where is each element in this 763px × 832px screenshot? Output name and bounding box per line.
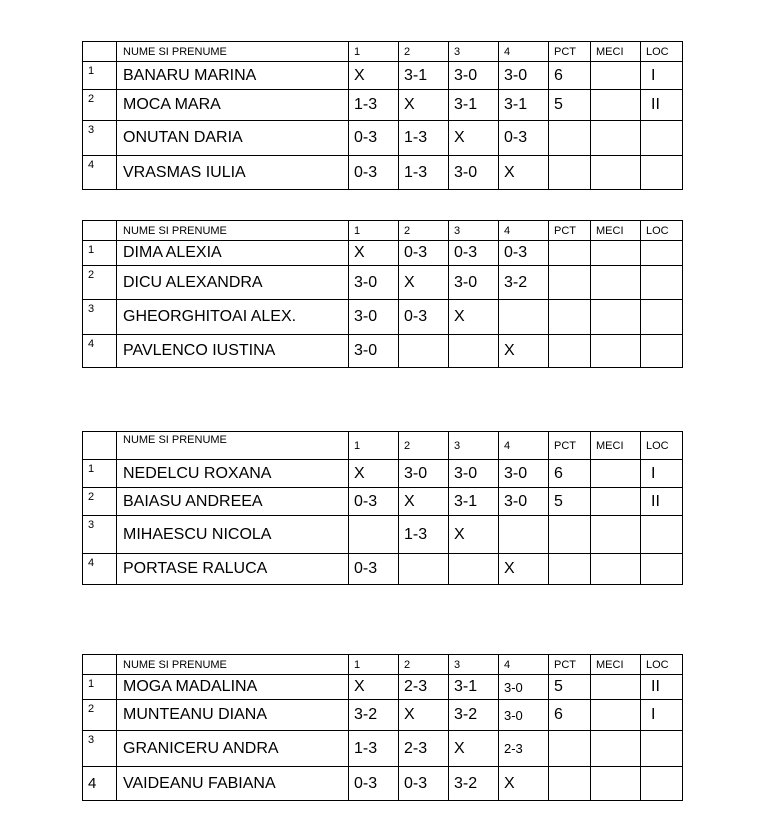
result-1: 3-0 (349, 266, 399, 300)
result-3: X (449, 731, 499, 767)
header-meci: MECI (591, 432, 641, 460)
result-2: 1-3 (399, 121, 449, 156)
matches (591, 516, 641, 554)
result-2: 1-3 (399, 516, 449, 554)
header-col-2: 2 (399, 432, 449, 460)
matches (591, 700, 641, 731)
row-index: 3 (83, 121, 117, 156)
player-name: DICU ALEXANDRA (117, 266, 349, 300)
place (641, 156, 683, 190)
result-4: X (499, 335, 549, 368)
header-name: NUME SI PRENUME (117, 221, 349, 241)
header-row (83, 42, 683, 62)
result-1: X (349, 460, 399, 488)
result-4 (499, 300, 549, 335)
result-2: X (399, 266, 449, 300)
result-1: 3-2 (349, 700, 399, 731)
matches (591, 241, 641, 266)
result-3: 3-2 (449, 700, 499, 731)
result-3: 0-3 (449, 241, 499, 266)
table-row (83, 767, 683, 801)
header-meci: MECI (591, 42, 641, 62)
row-index: 3 (83, 516, 117, 554)
place (641, 731, 683, 767)
row-index: 1 (83, 460, 117, 488)
points: 6 (549, 62, 591, 90)
points (549, 554, 591, 585)
result-4: 3-0 (499, 488, 549, 516)
place: I (641, 460, 683, 488)
row-index: 1 (83, 62, 117, 90)
result-2 (399, 335, 449, 368)
result-2: 0-3 (399, 300, 449, 335)
header-index (83, 221, 117, 241)
player-name: MIHAESCU NICOLA (117, 516, 349, 554)
points (549, 241, 591, 266)
place: II (641, 488, 683, 516)
result-4: 3-0 (499, 675, 549, 700)
result-3: 3-0 (449, 62, 499, 90)
row-index: 2 (83, 488, 117, 516)
matches (591, 156, 641, 190)
result-4: 3-2 (499, 266, 549, 300)
player-name: VRASMAS IULIA (117, 156, 349, 190)
result-3: X (449, 516, 499, 554)
place (641, 300, 683, 335)
header-loc: LOC (641, 432, 683, 460)
result-1: 1-3 (349, 731, 399, 767)
place (641, 335, 683, 368)
points (549, 156, 591, 190)
result-3: 3-0 (449, 156, 499, 190)
points (549, 335, 591, 368)
header-loc: LOC (641, 655, 683, 675)
result-2: X (399, 488, 449, 516)
row-index: 3 (83, 731, 117, 767)
row-index: 2 (83, 266, 117, 300)
header-pct: PCT (549, 221, 591, 241)
player-name: GRANICERU ANDRA (117, 731, 349, 767)
result-2: 0-3 (399, 767, 449, 801)
header-col-1: 1 (349, 655, 399, 675)
player-name: DIMA ALEXIA (117, 241, 349, 266)
row-index: 4 (83, 767, 117, 801)
player-name: MOCA MARA (117, 90, 349, 121)
header-meci: MECI (591, 221, 641, 241)
place (641, 767, 683, 801)
table-row (83, 300, 683, 335)
group-table-4 (82, 654, 683, 801)
result-3 (449, 335, 499, 368)
header-col-4: 4 (499, 655, 549, 675)
result-4: X (499, 767, 549, 801)
group-table-3 (82, 431, 683, 585)
header-col-1: 1 (349, 432, 399, 460)
place (641, 266, 683, 300)
result-2: 1-3 (399, 156, 449, 190)
result-1: 3-0 (349, 335, 399, 368)
result-3: X (449, 300, 499, 335)
result-2 (399, 554, 449, 585)
group-table-1 (82, 41, 683, 190)
points: 5 (549, 675, 591, 700)
result-1: 0-3 (349, 767, 399, 801)
header-col-2: 2 (399, 655, 449, 675)
place (641, 554, 683, 585)
table-row (83, 700, 683, 731)
header-index (83, 655, 117, 675)
result-4: 0-3 (499, 121, 549, 156)
points (549, 300, 591, 335)
table-row (83, 90, 683, 121)
place: II (641, 90, 683, 121)
result-3: 3-0 (449, 460, 499, 488)
place: I (641, 700, 683, 731)
place (641, 241, 683, 266)
result-4: X (499, 554, 549, 585)
points: 6 (549, 460, 591, 488)
matches (591, 266, 641, 300)
matches (591, 90, 641, 121)
table-row (83, 156, 683, 190)
result-1: 0-3 (349, 554, 399, 585)
header-pct: PCT (549, 655, 591, 675)
result-1: 0-3 (349, 121, 399, 156)
header-col-1: 1 (349, 221, 399, 241)
row-index: 2 (83, 90, 117, 121)
result-1: X (349, 675, 399, 700)
result-2: X (399, 700, 449, 731)
header-col-4: 4 (499, 42, 549, 62)
header-name: NUME SI PRENUME (117, 655, 349, 675)
header-row (83, 221, 683, 241)
header-row (83, 432, 683, 460)
result-4: 3-0 (499, 460, 549, 488)
table-row (83, 554, 683, 585)
points: 5 (549, 488, 591, 516)
row-index: 1 (83, 241, 117, 266)
player-name: GHEORGHITOAI ALEX. (117, 300, 349, 335)
points (549, 731, 591, 767)
result-4: 3-1 (499, 90, 549, 121)
result-4 (499, 516, 549, 554)
row-index: 2 (83, 700, 117, 731)
matches (591, 488, 641, 516)
player-name: BAIASU ANDREEA (117, 488, 349, 516)
table-row (83, 121, 683, 156)
header-meci: MECI (591, 655, 641, 675)
table-row (83, 675, 683, 700)
place (641, 516, 683, 554)
points (549, 121, 591, 156)
result-3: 3-1 (449, 90, 499, 121)
header-col-2: 2 (399, 42, 449, 62)
table-row (83, 460, 683, 488)
table-row (83, 266, 683, 300)
matches (591, 121, 641, 156)
header-pct: PCT (549, 42, 591, 62)
result-1: 0-3 (349, 488, 399, 516)
row-index: 4 (83, 554, 117, 585)
points (549, 516, 591, 554)
header-loc: LOC (641, 221, 683, 241)
result-3: 3-2 (449, 767, 499, 801)
header-index (83, 432, 117, 460)
matches (591, 335, 641, 368)
result-1: 1-3 (349, 90, 399, 121)
result-2: 0-3 (399, 241, 449, 266)
result-2: 2-3 (399, 675, 449, 700)
player-name: VAIDEANU FABIANA (117, 767, 349, 801)
matches (591, 554, 641, 585)
points (549, 266, 591, 300)
header-col-4: 4 (499, 432, 549, 460)
group-table-2 (82, 220, 683, 368)
header-col-4: 4 (499, 221, 549, 241)
result-4: 2-3 (499, 731, 549, 767)
result-1: 0-3 (349, 156, 399, 190)
row-index: 1 (83, 675, 117, 700)
matches (591, 767, 641, 801)
result-1: 3-0 (349, 300, 399, 335)
table-row (83, 62, 683, 90)
player-name: BANARU MARINA (117, 62, 349, 90)
result-1: X (349, 241, 399, 266)
result-4: X (499, 156, 549, 190)
header-pct: PCT (549, 432, 591, 460)
header-index (83, 42, 117, 62)
result-2: 3-0 (399, 460, 449, 488)
points: 5 (549, 90, 591, 121)
result-2: 2-3 (399, 731, 449, 767)
table-row (83, 241, 683, 266)
player-name: ONUTAN DARIA (117, 121, 349, 156)
player-name: MOGA MADALINA (117, 675, 349, 700)
matches (591, 731, 641, 767)
header-col-3: 3 (449, 221, 499, 241)
result-3: 3-0 (449, 266, 499, 300)
matches (591, 460, 641, 488)
header-col-1: 1 (349, 42, 399, 62)
header-loc: LOC (641, 42, 683, 62)
result-3: 3-1 (449, 488, 499, 516)
result-1: X (349, 62, 399, 90)
player-name: MUNTEANU DIANA (117, 700, 349, 731)
result-4: 3-0 (499, 62, 549, 90)
points (549, 767, 591, 801)
row-index: 4 (83, 156, 117, 190)
result-3: X (449, 121, 499, 156)
player-name: NEDELCU ROXANA (117, 460, 349, 488)
row-index: 4 (83, 335, 117, 368)
header-col-3: 3 (449, 42, 499, 62)
place: II (641, 675, 683, 700)
matches (591, 675, 641, 700)
table-row (83, 488, 683, 516)
result-2: X (399, 90, 449, 121)
table-row (83, 516, 683, 554)
place (641, 121, 683, 156)
row-index: 3 (83, 300, 117, 335)
result-1 (349, 516, 399, 554)
header-name: NUME SI PRENUME (117, 432, 349, 460)
place: I (641, 62, 683, 90)
header-col-2: 2 (399, 221, 449, 241)
table-row (83, 731, 683, 767)
result-4: 3-0 (499, 700, 549, 731)
matches (591, 300, 641, 335)
player-name: PAVLENCO IUSTINA (117, 335, 349, 368)
header-row (83, 655, 683, 675)
result-3 (449, 554, 499, 585)
result-2: 3-1 (399, 62, 449, 90)
header-name: NUME SI PRENUME (117, 42, 349, 62)
header-col-3: 3 (449, 655, 499, 675)
player-name: PORTASE RALUCA (117, 554, 349, 585)
table-row (83, 335, 683, 368)
points: 6 (549, 700, 591, 731)
result-4: 0-3 (499, 241, 549, 266)
header-col-3: 3 (449, 432, 499, 460)
result-3: 3-1 (449, 675, 499, 700)
matches (591, 62, 641, 90)
